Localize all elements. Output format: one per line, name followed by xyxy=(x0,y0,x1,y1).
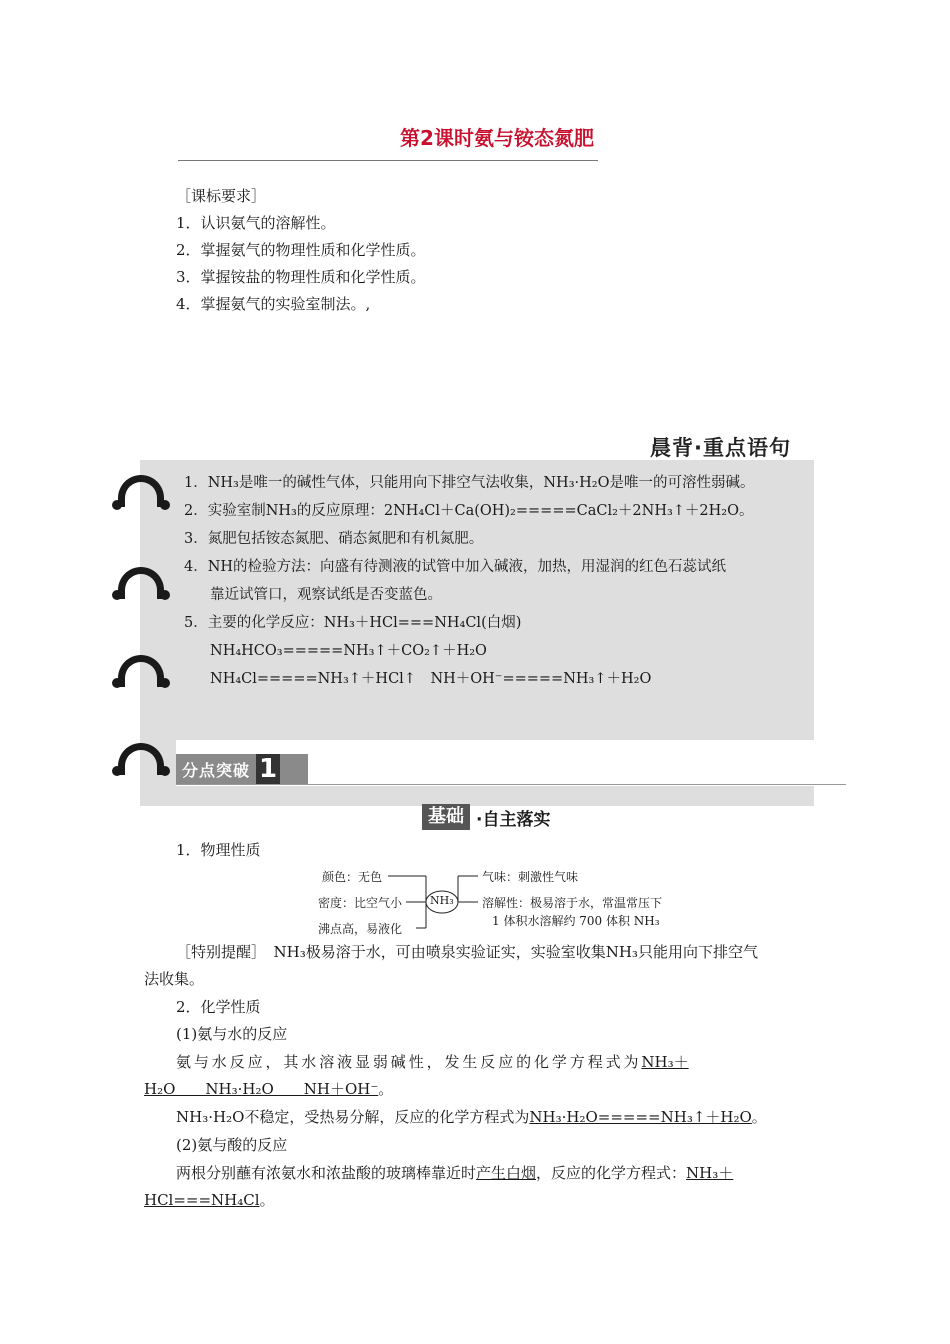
memorize-line: NH₄Cl=====NH₃↑＋HCl↑ NH＋OH⁻=====NH₃↑＋H₂O xyxy=(210,671,652,687)
memorize-line: 1．NH₃是唯一的碱性气体，只能用向下排空气法收集，NH₃·H₂O是唯一的可溶性弱碱。 xyxy=(184,475,755,491)
binder-ring-hole-icon xyxy=(160,500,170,510)
basic-tag: 基础 xyxy=(422,804,470,830)
physical-properties-diagram xyxy=(316,862,676,936)
section-banner-number: 1 xyxy=(256,754,280,784)
paragraph-text: 。 xyxy=(378,1080,394,1098)
memorize-line: 4．NH的检验方法：向盛有待测液的试管中加入碱液，加热，用湿润的红色石蕊试纸 xyxy=(184,559,727,575)
binder-ring-hole-icon xyxy=(160,766,170,776)
diagram-boiling: 沸点高，易液化 xyxy=(318,922,403,936)
answer-blank: NH₃·H₂O=====NH₃↑＋H₂O xyxy=(529,1108,752,1126)
answer-blank: NH₃＋ xyxy=(641,1053,689,1071)
binder-ring-hole-icon xyxy=(112,766,122,776)
paragraph-text: 。 xyxy=(751,1108,767,1126)
tip-line: 法收集。 xyxy=(144,970,205,988)
paragraph xyxy=(144,1079,393,1099)
memorize-line: 5．主要的化学反应：NH₃＋HCl===NH₄Cl(白烟) xyxy=(184,615,522,631)
requirements-header: ［课标要求］ xyxy=(176,187,267,205)
diagram-color: 颜色：无色 xyxy=(322,870,383,884)
paragraph xyxy=(144,1190,275,1210)
binder-ring-hole-icon xyxy=(160,590,170,600)
binder-ring-hole-icon xyxy=(112,678,122,688)
diagram-center: NH₃ xyxy=(430,894,454,907)
requirement-item: 3．掌握铵盐的物理性质和化学性质。 xyxy=(176,268,426,286)
paragraph xyxy=(176,1163,733,1183)
banner-divider xyxy=(176,784,846,785)
binder-ring-hole-icon xyxy=(160,678,170,688)
answer-blank: 产生白烟 xyxy=(476,1164,537,1182)
chemical-heading: 2．化学性质 xyxy=(176,998,261,1016)
paragraph-text: ，反应的化学方程式： xyxy=(536,1164,687,1182)
paragraph-text: 氨与水反应，其水溶液显弱碱性，发生反应的化学方程式为 xyxy=(176,1053,642,1071)
physical-heading: 1．物理性质 xyxy=(176,841,261,859)
basic-text: ·自主落实 xyxy=(476,809,551,830)
section-banner xyxy=(176,754,308,784)
diagram-solubility-detail: 1 体积水溶解约 700 体积 NH₃ xyxy=(492,914,660,928)
tip-line: ［特别提醒］ NH₃极易溶于水，可由喷泉实验证实，实验室收集NH₃只能用向下排空气 xyxy=(176,943,758,961)
chemical-subheading: (2)氨与酸的反应 xyxy=(176,1136,288,1154)
answer-blank: H₂O NH₃·H₂O NH＋OH⁻ xyxy=(144,1080,379,1098)
answer-blank: HCl===NH₄Cl xyxy=(144,1191,260,1209)
requirement-item: 4．掌握氨气的实验室制法。, xyxy=(176,295,371,313)
memorize-line: 2．实验室制NH₃的反应原理：2NH₄Cl＋Ca(OH)₂=====CaCl₂＋2NH₃↑＋2H₂O。 xyxy=(184,503,754,519)
basic-heading xyxy=(422,803,550,831)
answer-blank: NH₃＋ xyxy=(686,1164,734,1182)
title-divider xyxy=(178,160,598,161)
binder-ring-hole-icon xyxy=(112,500,122,510)
memorize-line: 靠近试管口，观察试纸是否变蓝色。 xyxy=(210,587,442,603)
memorize-line: NH₄HCO₃=====NH₃↑＋CO₂↑＋H₂O xyxy=(210,643,487,659)
paragraph-text: 。 xyxy=(259,1191,275,1209)
chemical-subheading: (1)氨与水的反应 xyxy=(176,1025,288,1043)
diagram-solubility: 溶解性：极易溶于水，常温常压下 xyxy=(482,896,663,910)
paragraph xyxy=(176,1107,767,1127)
requirement-item: 2．掌握氨气的物理性质和化学性质。 xyxy=(176,241,426,259)
diagram-smell: 气味：刺激性气味 xyxy=(482,870,579,884)
paragraph xyxy=(176,1052,689,1072)
paragraph-text: NH₃·H₂O不稳定，受热易分解，反应的化学方程式为 xyxy=(176,1108,530,1126)
paragraph-text: 两根分别蘸有浓氨水和浓盐酸的玻璃棒靠近时 xyxy=(176,1164,477,1182)
memorize-line: 3．氮肥包括铵态氮肥、硝态氮肥和有机氮肥。 xyxy=(184,531,484,547)
diagram-density: 密度：比空气小 xyxy=(318,896,403,910)
binder-ring-hole-icon xyxy=(112,590,122,600)
section-banner-text: 分点突破 xyxy=(182,760,251,780)
page-title: 第2课时氨与铵态氮肥 xyxy=(400,126,594,150)
requirement-item: 1．认识氨气的溶解性。 xyxy=(176,214,336,232)
memorize-header: 晨背·重点语句 xyxy=(650,436,791,460)
